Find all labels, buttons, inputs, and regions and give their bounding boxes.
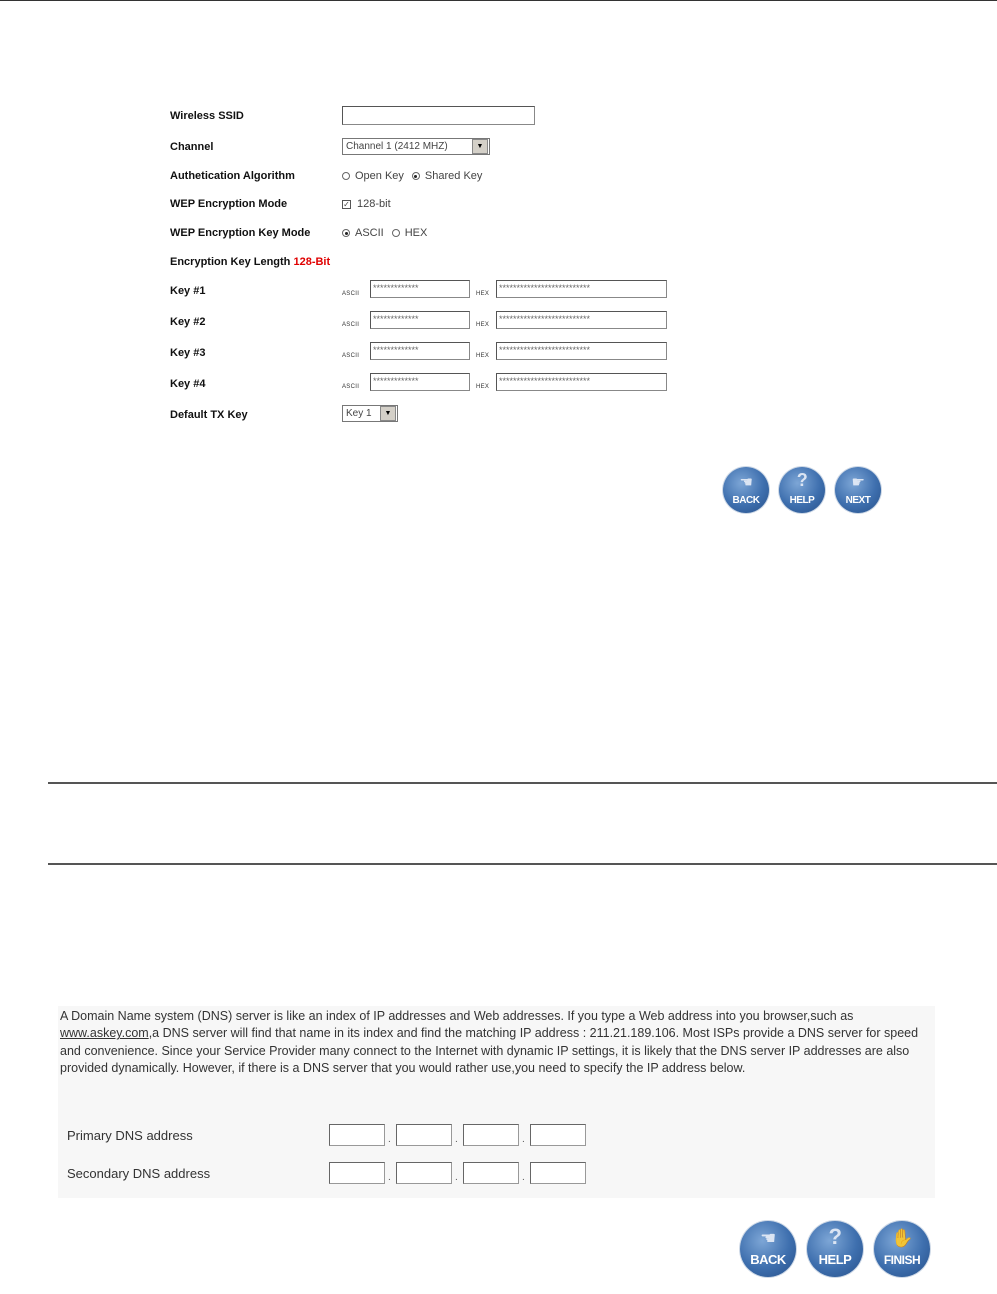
key-1-ascii-tag: ASCII [342, 291, 360, 297]
key-mode-ascii-radio[interactable] [342, 229, 350, 237]
dns-description [60, 1008, 922, 1078]
octet-dot: . [388, 1172, 391, 1183]
question-icon: ? [828, 1224, 842, 1249]
ssid-label: Wireless SSID [170, 110, 244, 122]
chevron-down-icon[interactable]: ▼ [472, 139, 488, 154]
auth-open-label: Open Key [355, 170, 404, 182]
key-length-value: 128-Bit [293, 256, 331, 268]
key-2-label: Key #2 [170, 316, 206, 328]
dns-back-button[interactable] [740, 1221, 796, 1277]
key-mode-hex-label: HEX [404, 227, 428, 239]
ssid-input[interactable] [342, 106, 535, 125]
auth-open-radio[interactable] [342, 172, 350, 180]
hand-right-icon: ☛ [851, 474, 865, 491]
key-2-hex-input[interactable]: ************************** [496, 311, 667, 329]
wep-mode-label: WEP Encryption Mode [170, 198, 288, 210]
key-1-hex-input[interactable]: ************************** [496, 280, 667, 298]
separator-rule-2 [48, 863, 997, 865]
key-4-hex-input[interactable]: ************************** [496, 373, 667, 391]
key-3-label: Key #3 [170, 347, 206, 359]
key-3-ascii-tag: ASCII [342, 353, 360, 359]
askey-link[interactable]: www.askey.com [60, 1026, 149, 1041]
hand-left-icon: ☚ [739, 474, 753, 491]
next-button[interactable] [835, 467, 881, 513]
key-1-hex-tag: HEX [476, 291, 490, 297]
wep-128-checkbox[interactable]: ✓ [343, 199, 350, 209]
key-4-label: Key #4 [170, 378, 206, 390]
dns-back-button-label: BACK [750, 1252, 786, 1267]
key-4-hex-tag: HEX [476, 384, 490, 390]
octet-dot: . [455, 1172, 458, 1183]
secondary-dns-label: Secondary DNS address [67, 1166, 211, 1181]
dns-intro-part-2: ,a DNS server will find that name in its index and find the matching IP address : 211.21.189.106. Most ISPs provide a DNS server for speed and convenience. Since your Service Provider many connect to the Internet with dynamic IP settings, it is likely that the DNS server IP addresses are also provided dynamically. However, if there is a DNS server that you would rather use,you need to specify the IP address below. [60, 1026, 919, 1076]
finish-button-label: FINISH [883, 1253, 921, 1267]
separator-rule-1 [48, 782, 997, 784]
auth-label: Authetication Algorithm [170, 170, 295, 182]
stop-hand-icon: ✋ [891, 1228, 913, 1248]
key-2-hex-tag: HEX [476, 322, 490, 328]
key-1-label: Key #1 [170, 285, 206, 297]
key-3-ascii-input[interactable]: ************* [370, 342, 470, 360]
secondary-dns-octet-1[interactable] [329, 1162, 385, 1184]
octet-dot: . [388, 1134, 391, 1145]
secondary-dns-octet-2[interactable] [396, 1162, 452, 1184]
auth-shared-radio[interactable] [412, 172, 420, 180]
help-button[interactable] [779, 467, 825, 513]
secondary-dns-octet-3[interactable] [463, 1162, 519, 1184]
key-3-hex-tag: HEX [476, 353, 490, 359]
back-button[interactable] [723, 467, 769, 513]
primary-dns-octet-1[interactable] [329, 1124, 385, 1146]
chevron-down-icon[interactable]: ▼ [380, 406, 396, 421]
key-length-label: Encryption Key Length [170, 256, 291, 268]
help-button-label: HELP [789, 495, 815, 506]
key-4-ascii-input[interactable]: ************* [370, 373, 470, 391]
finish-button[interactable] [874, 1221, 930, 1277]
key-2-ascii-tag: ASCII [342, 322, 360, 328]
octet-dot: . [522, 1134, 525, 1145]
key-mode-label: WEP Encryption Key Mode [170, 227, 311, 239]
primary-dns-octet-2[interactable] [396, 1124, 452, 1146]
primary-dns-label: Primary DNS address [67, 1128, 193, 1143]
key-3-hex-input[interactable]: ************************** [496, 342, 667, 360]
default-tx-select-value: Key 1 [346, 408, 372, 419]
top-rule [0, 0, 997, 1]
octet-dot: . [522, 1172, 525, 1183]
secondary-dns-octet-4[interactable] [530, 1162, 586, 1184]
wep-128-label: 128-bit [357, 198, 391, 210]
question-icon: ? [796, 470, 808, 490]
key-mode-hex-radio[interactable] [392, 229, 400, 237]
default-tx-label: Default TX Key [170, 409, 248, 421]
dns-help-button-label: HELP [818, 1252, 852, 1267]
dns-help-button[interactable] [807, 1221, 863, 1277]
key-mode-ascii-label: ASCII [355, 227, 384, 239]
channel-select[interactable] [342, 138, 490, 155]
dns-intro-part-1: A Domain Name system (DNS) server is like an index of IP addresses and Web addresses. If you type a Web address into you browser,such as [60, 1009, 854, 1023]
hand-left-icon: ☚ [760, 1228, 776, 1248]
key-length-row [170, 256, 330, 268]
primary-dns-octet-4[interactable] [530, 1124, 586, 1146]
key-2-ascii-input[interactable]: ************* [370, 311, 470, 329]
channel-label: Channel [170, 141, 214, 153]
primary-dns-octet-3[interactable] [463, 1124, 519, 1146]
key-4-ascii-tag: ASCII [342, 384, 360, 390]
next-button-label: NEXT [845, 495, 871, 506]
auth-shared-label: Shared Key [424, 170, 483, 182]
octet-dot: . [455, 1134, 458, 1145]
key-1-ascii-input[interactable]: ************* [370, 280, 470, 298]
default-tx-select[interactable] [342, 405, 398, 422]
channel-select-value: Channel 1 (2412 MHZ) [346, 141, 448, 152]
back-button-label: BACK [732, 495, 760, 506]
